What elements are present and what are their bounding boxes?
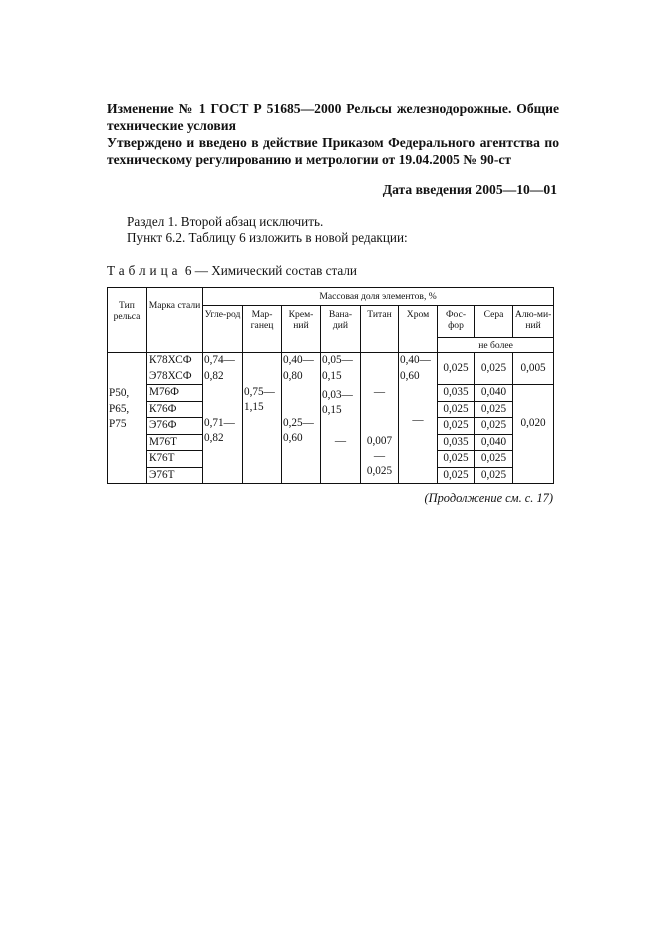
phosphorus-value-7: 0,025 [438, 467, 475, 484]
amendment-title: Изменение № 1 ГОСТ Р 51685—2000 Рельсы железнодорожные. Общие технические условия [107, 101, 559, 133]
effective-date: Дата введения 2005—10—01 [382, 182, 557, 197]
sulfur-value-7: 0,025 [475, 467, 513, 484]
chromium-value-1: 0,40— 0,60 [399, 353, 438, 385]
sulfur-value-4: 0,025 [475, 418, 513, 435]
header-mass-fraction: Массовая доля элементов, % [203, 288, 554, 306]
grade-row-8: Э76Т [147, 467, 203, 484]
approval-statement: Утверждено и введено в действие Приказом Федерального агентства по техническому регулированию и метрологии от 19.04.2005 № 90-ст [107, 135, 559, 167]
vanadium-value-2: 0,03— 0,15 [321, 385, 361, 435]
header-vanadium: Вана-дий [321, 306, 361, 353]
header-aluminum: Алю-ми-ний [513, 306, 554, 338]
sulfur-value-1: 0,025 [475, 353, 513, 385]
grade-row-5: Э76Ф [147, 418, 203, 435]
silicon-value-2: 0,25— 0,60 [282, 385, 321, 484]
titanium-value-1 [361, 353, 399, 385]
phosphorus-value-5: 0,035 [438, 434, 475, 451]
manganese-value-2: 0,75— 1,15 [243, 385, 282, 484]
vanadium-value-1: 0,05— 0,15 [321, 353, 361, 385]
sulfur-value-3: 0,025 [475, 401, 513, 418]
phosphorus-value-4: 0,025 [438, 418, 475, 435]
titanium-value-2: — [361, 385, 399, 435]
vanadium-value-3: — [321, 434, 361, 484]
phosphorus-value-3: 0,025 [438, 401, 475, 418]
grade-row-3: М76Ф [147, 385, 203, 402]
table-caption [107, 262, 357, 279]
header-steel-grade: Марка стали [147, 288, 203, 353]
silicon-value-1: 0,40— 0,80 [282, 353, 321, 385]
sulfur-value-6: 0,025 [475, 451, 513, 468]
grade-row-4: К76Ф [147, 401, 203, 418]
phosphorus-value-2: 0,035 [438, 385, 475, 402]
chemical-composition-table [107, 287, 554, 484]
phosphorus-value-1: 0,025 [438, 353, 475, 385]
manganese-value-1 [243, 353, 282, 385]
continuation-note: (Продолжение см. с. 17) [424, 491, 553, 505]
phosphorus-value-6: 0,025 [438, 451, 475, 468]
sulfur-value-5: 0,040 [475, 434, 513, 451]
header-not-more: не более [438, 338, 554, 353]
header-titanium: Титан [361, 306, 399, 353]
clause-6-2-instruction: Пункт 6.2. Таблицу 6 изложить в новой редакции: [127, 230, 408, 245]
grade-row-2: Э78ХСФ [147, 369, 203, 385]
titanium-value-3: 0,007 — 0,025 [361, 434, 399, 484]
aluminum-value-1: 0,005 [513, 353, 554, 385]
header-phosphorus: Фос-фор [438, 306, 475, 338]
header-silicon: Крем-ний [282, 306, 321, 353]
header-carbon: Угле-род [203, 306, 243, 353]
grade-row-6: М76Т [147, 434, 203, 451]
grade-row-1: К78ХСФ [147, 353, 203, 369]
carbon-value-2: 0,71— 0,82 [203, 385, 243, 484]
header-chromium: Хром [399, 306, 438, 353]
aluminum-value-2: 0,020 [513, 385, 554, 484]
header-manganese: Мар-ганец [243, 306, 282, 353]
header-sulfur: Сера [475, 306, 513, 338]
table-caption-text: 6 — Химический состав стали [184, 263, 357, 278]
rail-types-cell: Р50, Р65, Р75 [108, 353, 147, 484]
carbon-value-1: 0,74— 0,82 [203, 353, 243, 385]
grade-row-7: К76Т [147, 451, 203, 468]
table-caption-word: Таблица [107, 263, 182, 278]
section-1-instruction: Раздел 1. Второй абзац исключить. [127, 214, 324, 229]
chromium-value-2: — [399, 385, 438, 484]
header-rail-type: Тип рельса [108, 288, 147, 353]
sulfur-value-2: 0,040 [475, 385, 513, 402]
